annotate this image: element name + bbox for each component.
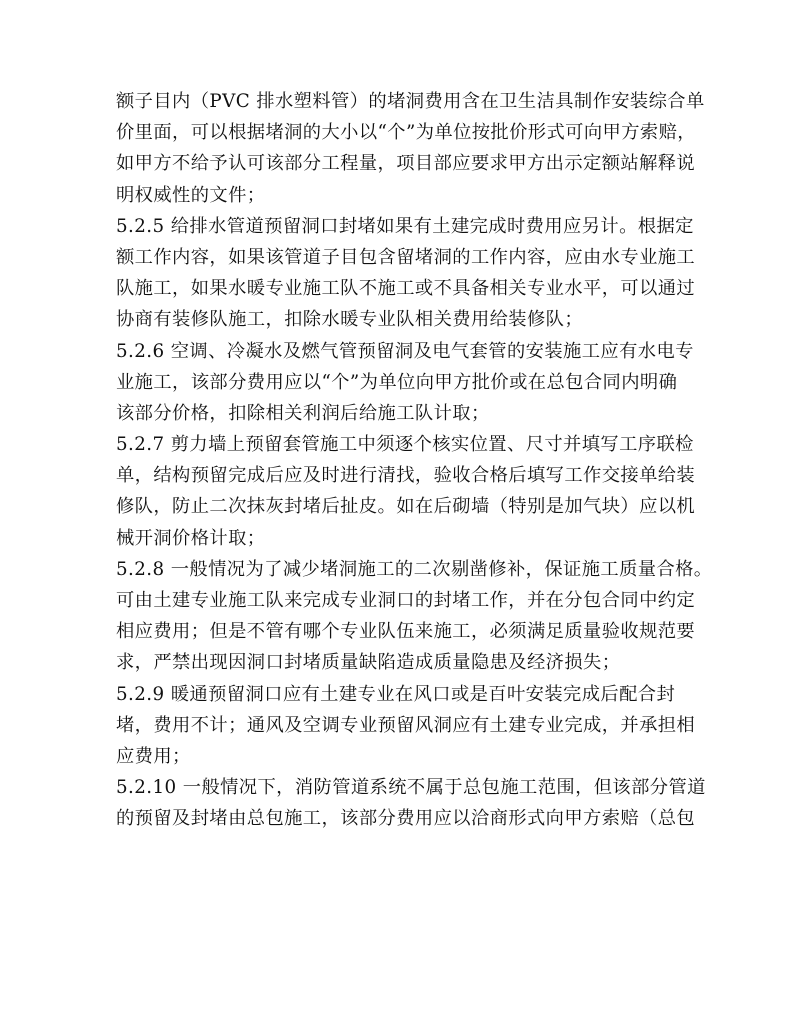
text-line: 该部分价格，扣除相关利润后给施工队计取； [116, 402, 490, 424]
text-line: 相应费用；但是不管有哪个专业队伍来施工，必须满足质量验收规范要 [116, 621, 696, 643]
section-5-2-9-line: 5.2.9 暖通预留洞口应有土建专业在风口或是百叶安装完成后配合封 [116, 683, 676, 705]
text-line: 业施工，该部分费用应以“个”为单位向甲方批价或在总包合同内明确 [116, 371, 678, 393]
text-line: 单，结构预留完成后应及时进行清找，验收合格后填写工作交接单给装 [116, 465, 696, 487]
text-line: 堵，费用不计；通风及空调专业预留风洞应有土建专业完成，并承担相 [116, 714, 696, 736]
section-5-2-7-line: 5.2.7 剪力墙上预留套管施工中须逐个核实位置、尺寸并填写工序联检 [116, 434, 694, 456]
text-line: 可由土建专业施工队来完成专业洞口的封堵工作，并在分包合同中约定 [116, 590, 696, 611]
text-line: 价里面，可以根据堵洞的大小以“个”为单位按批价形式可向甲方索赔， [116, 122, 696, 144]
text-line: 额工作内容，如果该管道子目包含留堵洞的工作内容，应由水专业施工 [116, 246, 696, 268]
text-line: 协商有装修队施工，扣除水暖专业队相关费用给装修队； [116, 309, 584, 331]
text-line: 如甲方不给予认可该部分工程量，项目部应要求甲方出示定额站解释说 [116, 153, 696, 175]
body-text [116, 86, 713, 835]
section-5-2-8-line: 5.2.8 一般情况为了减少堵洞施工的二次剔凿修补，保证施工质量合格。 [116, 558, 713, 580]
text-line: 应费用； [116, 745, 191, 767]
text-line: 械开洞价格计取； [116, 527, 266, 549]
section-5-2-6-line: 5.2.6 空调、冷凝水及燃气管预留洞及电气套管的安装施工应有水电专 [116, 340, 694, 362]
text-line: 额子目内（PVC 排水塑料管）的堵洞费用含在卫生洁具制作安装综合单 [116, 91, 705, 112]
text-line: 明权威性的文件； [116, 184, 266, 206]
text-line: 的预留及封堵由总包施工，该部分费用应以洽商形式向甲方索赔（总包 [116, 808, 696, 830]
text-line: 求，严禁出现因洞口封堵质量缺陷造成质量隐患及经济损失； [116, 652, 621, 674]
text-line: 修队，防止二次抹灰封堵后扯皮。如在后砌墙（特别是加气块）应以机 [116, 496, 696, 518]
section-5-2-10-line: 5.2.10 一般情况下，消防管道系统不属于总包施工范围，但该部分管道 [116, 777, 706, 799]
section-5-2-5-line: 5.2.5 给排水管道预留洞口封堵如果有土建完成时费用应另计。根据定 [116, 215, 694, 237]
text-line: 队施工，如果水暖专业施工队不施工或不具备相关专业水平，可以通过 [116, 278, 696, 300]
